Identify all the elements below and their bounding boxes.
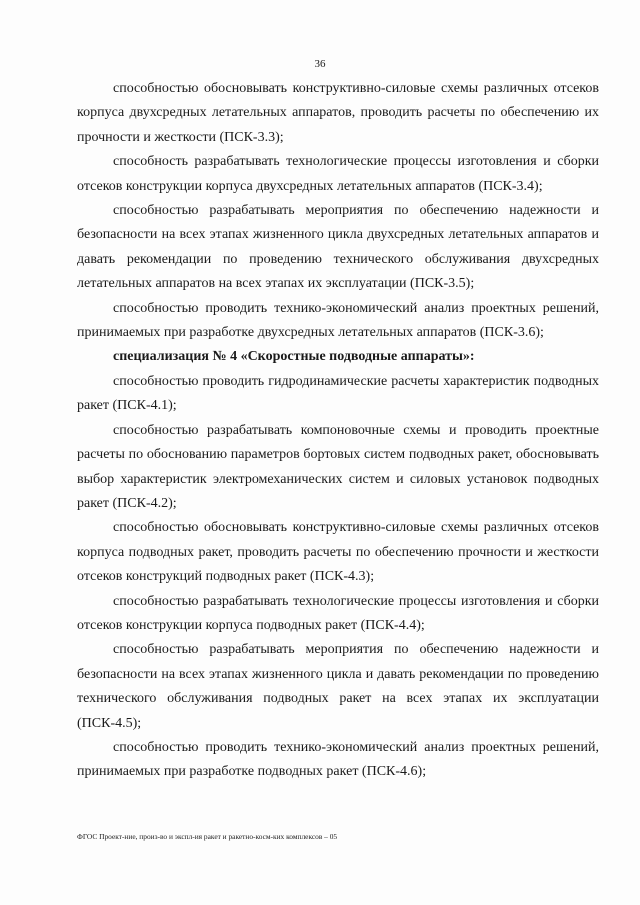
section-heading: специализация № 4 «Скоростные подводные аппараты»: <box>113 349 475 365</box>
paragraph: способностью разрабатывать компоновочные схемы и проводить проектные расчеты по обоснованию параметров бортовых систем подводных ракет, обосновывать выбор характеристик электромеханических систем и силовых установок подводных ракет (ПСК-4.2); <box>77 422 599 511</box>
paragraph: способностью разрабатывать мероприятия по обеспечению надежности и безопасности на всех этапах жизненного цикла и давать рекомендации по проведению технического обслуживания подводных ракет на всех этапах их эксплуатации (ПСК-4.5); <box>77 642 599 731</box>
paragraph: способность разрабатывать технологические процессы изготовления и сборки отсеков конструкции корпуса двухсредных летательных аппаратов (ПСК-3.4); <box>77 154 599 194</box>
paragraph: способностью обосновывать конструктивно-силовые схемы различных отсеков корпуса подводных ракет, проводить расчеты по обеспечению прочности и жесткости отсеков конструкций подводных ракет (ПСК-4.3); <box>77 520 599 585</box>
paragraph: способностью разрабатывать мероприятия по обеспечению надежности и безопасности на всех этапах жизненного цикла двухсредных летательных аппаратов и давать рекомендации по проведению технического обслуживания двухсредных летательных аппаратов на всех этапах их эксплуатации (ПСК-3.5); <box>77 203 599 292</box>
paragraph: способностью разрабатывать технологические процессы изготовления и сборки отсеков конструкции корпуса подводных ракет (ПСК-4.4); <box>77 593 599 633</box>
paragraph: способностью проводить технико-экономический анализ проектных решений, принимаемых при разработке подводных ракет (ПСК-4.6); <box>77 739 599 780</box>
paragraph: способностью обосновывать конструктивно-силовые схемы различных отсеков корпуса двухсредных летательных аппаратов, проводить расчеты по обеспечению их прочности и жесткости (ПСК-3.3); <box>77 81 599 145</box>
paragraph: способностью проводить гидродинамические расчеты характеристик подводных ракет (ПСК-4.1); <box>77 373 599 414</box>
page-number: 36 <box>314 58 326 70</box>
page-footer: ФГОС Проект-ние, произ-во и экспл-ия ракет и ракетно-косм-ких комплексов – 05 <box>77 832 338 841</box>
paragraph: способностью проводить технико-экономический анализ проектных решений, принимаемых при разработке двухсредных летательных аппаратов (ПСК-3.6); <box>77 300 599 341</box>
body-text <box>77 77 599 785</box>
